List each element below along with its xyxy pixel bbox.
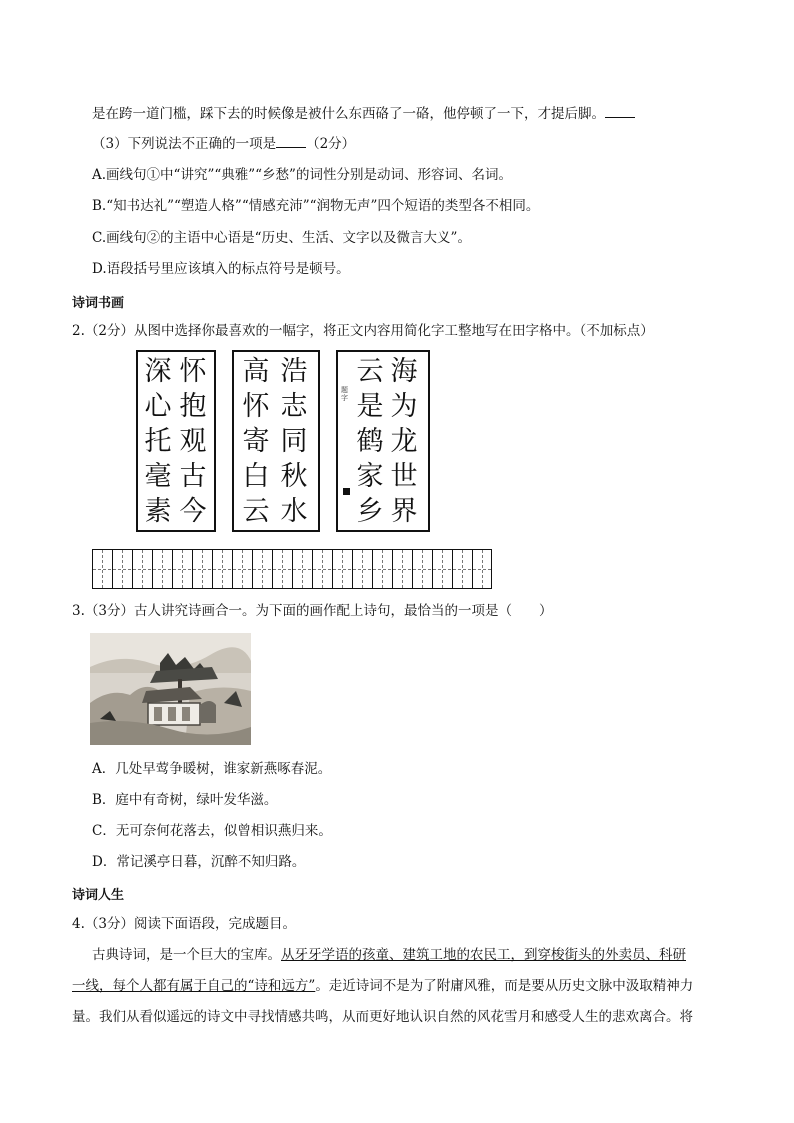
grid-cell[interactable] bbox=[133, 550, 153, 588]
inscription: 题字 bbox=[341, 386, 348, 402]
grid-cell[interactable] bbox=[473, 550, 493, 588]
grid-cell[interactable] bbox=[173, 550, 193, 588]
grid-cell[interactable] bbox=[113, 550, 133, 588]
grid-cell[interactable] bbox=[153, 550, 173, 588]
underlined-sentence: 从牙牙学语的孩童、建筑工地的农民工，到穿梭街头的外卖员、科研 bbox=[281, 947, 686, 963]
grid-cell[interactable] bbox=[353, 550, 373, 588]
seal-stamp bbox=[343, 488, 350, 495]
section-heading-poetry-life: 诗词人生 bbox=[72, 888, 125, 903]
section-heading-poetry-calligraphy: 诗词书画 bbox=[72, 296, 125, 311]
grid-cell[interactable] bbox=[393, 550, 413, 588]
q1-sub3: （3）下列说法不正确的一项是 （2分） bbox=[92, 136, 356, 152]
calligraphy-column: 云是鹤家乡 bbox=[356, 356, 384, 527]
q1-option-a: A.画线句①中“讲究”“典雅”“乡愁”的词性分别是动词、形容词、名词。 bbox=[92, 167, 512, 183]
q1-option-c: C.画线句②的主语中心语是“历史、生活、文字以及微言大义”。 bbox=[92, 230, 471, 246]
grid-cell[interactable] bbox=[213, 550, 233, 588]
grid-cell[interactable] bbox=[273, 550, 293, 588]
landscape-painting bbox=[90, 633, 251, 745]
answer-blank[interactable] bbox=[276, 134, 306, 148]
q4-paragraph-line-3: 量。我们从看似遥远的诗文中寻找情感共鸣，从而更好地认识自然的风花雪月和感受人生的悲欢离合。将 bbox=[72, 1009, 693, 1025]
q4-text: 4.（3分）阅读下面语段，完成题目。 bbox=[72, 916, 296, 932]
grid-cell[interactable] bbox=[333, 550, 353, 588]
q3-option-d: D．常记溪亭日暮，沉醉不知归路。 bbox=[92, 854, 306, 870]
calligraphy-panel-3[interactable] bbox=[336, 350, 430, 532]
grid-cell[interactable] bbox=[253, 550, 273, 588]
calligraphy-column: 海为龙世界 bbox=[390, 356, 418, 527]
q3-option-a: A．几处早莺争暖树，谁家新燕啄春泥。 bbox=[92, 761, 332, 777]
grid-cell[interactable] bbox=[433, 550, 453, 588]
calligraphy-column: 怀抱观古今 bbox=[179, 356, 207, 527]
q3-option-c: C．无可奈何花落去，似曾相识燕归来。 bbox=[92, 823, 332, 839]
q1-text-continuation: 是在跨一道门槛，踩下去的时候像是被什么东西硌了一硌，他停顿了一下，才提后脚。 bbox=[92, 104, 635, 123]
calligraphy-panel-2[interactable] bbox=[232, 350, 320, 532]
grid-cell[interactable] bbox=[233, 550, 253, 588]
calligraphy-column: 高怀寄白云 bbox=[242, 356, 270, 527]
q4-paragraph-line-1: 古典诗词，是一个巨大的宝库。从牙牙学语的孩童、建筑工地的农民工，到穿梭街头的外卖员、科研 bbox=[92, 947, 686, 963]
calligraphy-column: 深心托毫素 bbox=[144, 356, 172, 527]
q1-option-d: D.语段括号里应该填入的标点符号是顿号。 bbox=[92, 261, 350, 277]
q4-paragraph-line-2: 一线，每个人都有属于自己的“诗和远方”。走近诗词不是为了附庸风雅，而是要从历史文脉中汲取精神力 bbox=[72, 978, 694, 994]
grid-cell[interactable] bbox=[313, 550, 333, 588]
underlined-sentence: 一线，每个人都有属于自己的“诗和远方” bbox=[72, 978, 316, 994]
answer-blank[interactable] bbox=[605, 104, 635, 118]
grid-cell[interactable] bbox=[373, 550, 393, 588]
grid-cell[interactable] bbox=[413, 550, 433, 588]
writing-grid[interactable] bbox=[92, 549, 492, 589]
q1-option-b: B.“知书达礼”“塑造人格”“情感充沛”“润物无声”四个短语的类型各不相同。 bbox=[92, 198, 540, 214]
grid-cell[interactable] bbox=[193, 550, 213, 588]
q2-text: 2.（2分）从图中选择你最喜欢的一幅字，将正文内容用简化字工整地写在田字格中。（不加标点） bbox=[72, 323, 654, 339]
q3-text: 3.（3分）古人讲究诗画合一。为下面的画作配上诗句，最恰当的一项是（ ） bbox=[72, 603, 553, 619]
grid-cell[interactable] bbox=[453, 550, 473, 588]
grid-cell[interactable] bbox=[93, 550, 113, 588]
calligraphy-panel-1[interactable] bbox=[136, 350, 216, 532]
calligraphy-column: 浩志同秋水 bbox=[280, 356, 308, 527]
grid-cell[interactable] bbox=[293, 550, 313, 588]
q3-option-b: B．庭中有奇树，绿叶发华滋。 bbox=[92, 792, 278, 808]
